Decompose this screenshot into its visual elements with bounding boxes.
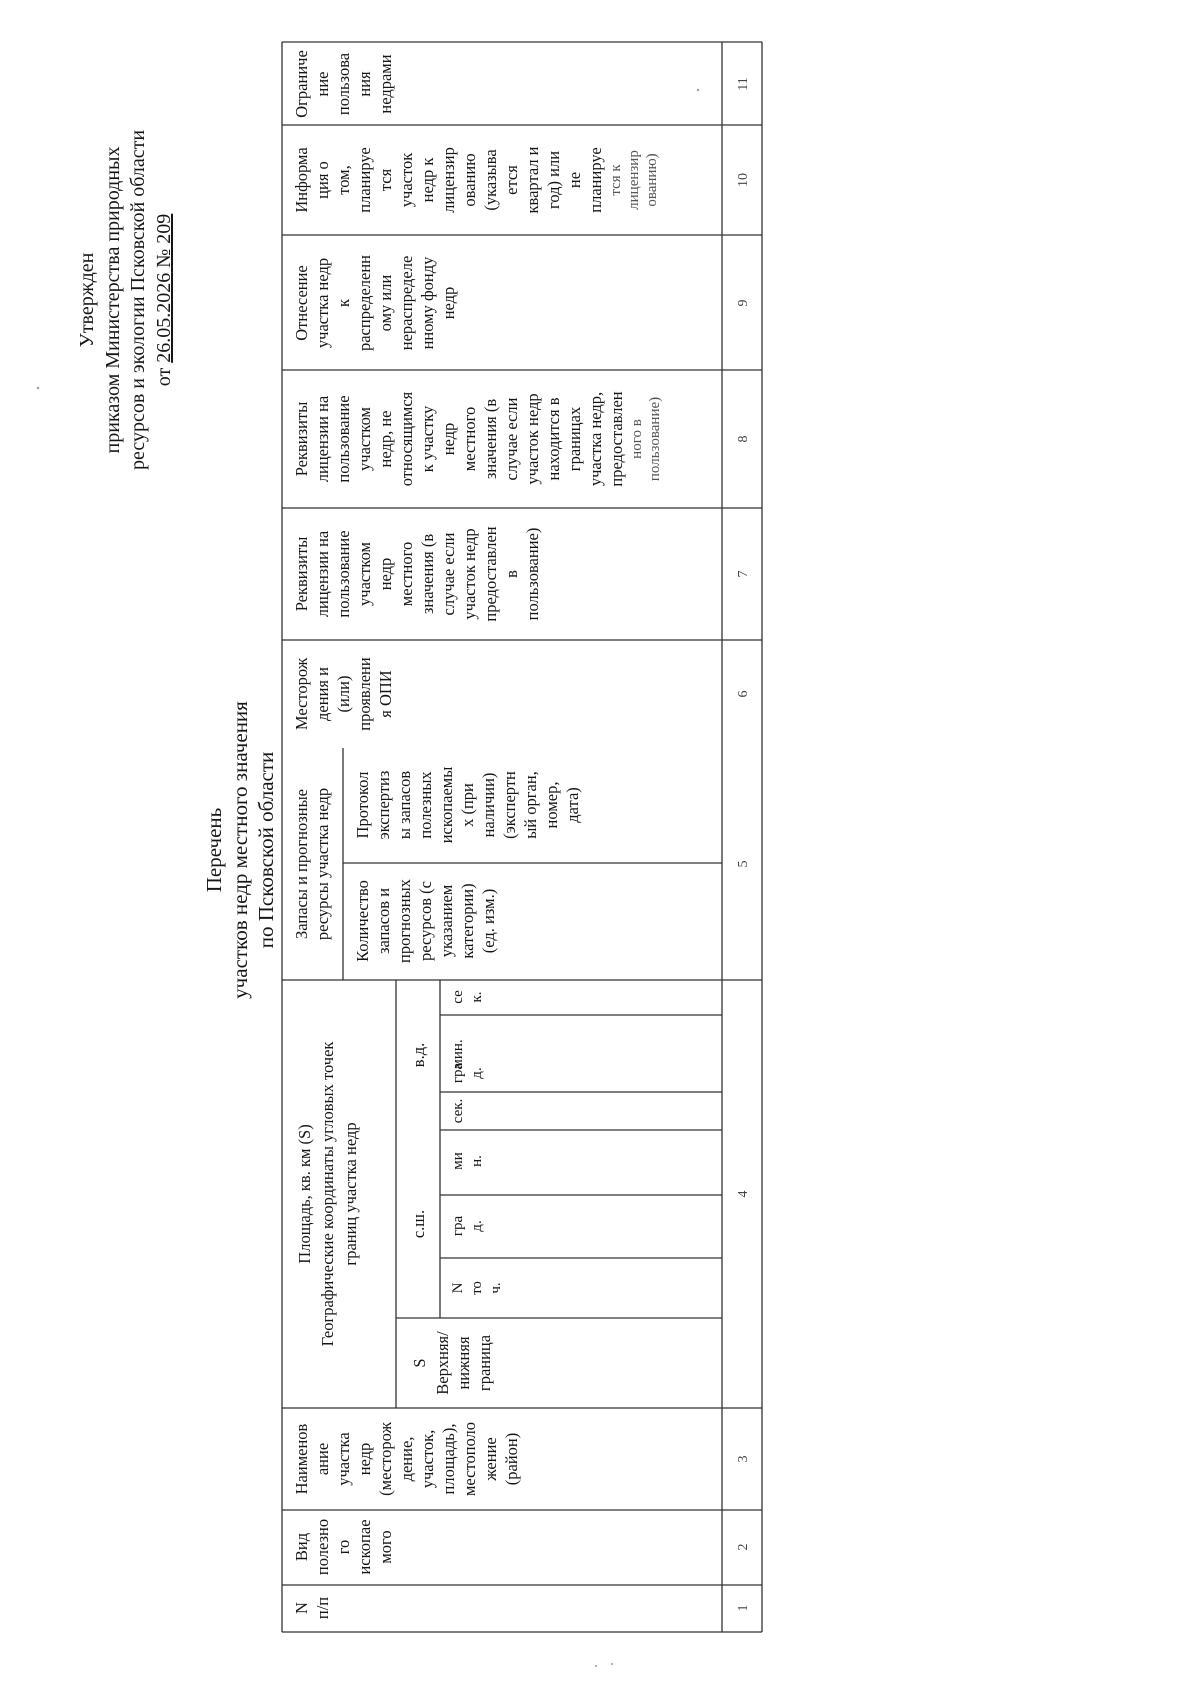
col5a-line-7: (ед. изм.) [479, 888, 498, 954]
col8-line-18: пользование) [647, 396, 663, 482]
col8-line-9: местного [460, 406, 479, 472]
col8-line-6: относящимся [397, 391, 416, 487]
col10-line-14: не [565, 171, 584, 189]
col11-line-1: Ограниче [292, 50, 311, 118]
column-number: 6 [736, 690, 751, 698]
col10-line-13: год) или [544, 150, 563, 210]
col8-line-7: к участку [418, 405, 437, 473]
col4-ntoch-2: то [469, 1281, 485, 1295]
col5a-line-5: указанием [437, 884, 456, 958]
col5-group-line-2: ресурсы участка недр [313, 787, 332, 941]
col11-line-2: ние [313, 71, 332, 97]
col8-line-16: предоставлен [607, 391, 626, 487]
document-title [202, 701, 278, 999]
col6-line-3: (или) [334, 675, 353, 713]
col10-line-10: (указыва [481, 149, 500, 211]
column-numbers-row [736, 77, 751, 1611]
col4-min2: мин. [450, 1039, 466, 1069]
col4-ntoch-1: N [450, 1282, 466, 1294]
col4-group-line-1: Площадь, кв. км (S) [295, 1124, 314, 1264]
col8-line-1: Реквизиты [292, 401, 311, 477]
col10-line-1: Информа [292, 147, 311, 213]
col8-line-11: случае если [502, 397, 521, 481]
col10-line-15: планируе [586, 147, 605, 213]
col2-line-2: полезно [313, 1518, 332, 1576]
column-2-header [292, 1519, 395, 1575]
col5b-line-11: дата) [563, 787, 582, 823]
column-11-header [292, 50, 395, 118]
col7-line-2: лицензии на [313, 530, 332, 618]
col4-grad2-2: д. [469, 1067, 485, 1079]
col5b-line-10: номер, [542, 781, 561, 829]
col10-line-4: планируе [355, 147, 374, 213]
col7-line-7: значения (в [418, 533, 437, 615]
col3-line-10: жение [481, 1437, 500, 1481]
col3-line-1: Наименов [292, 1423, 311, 1495]
col4-min-2: н. [469, 1155, 485, 1167]
col5a-line-4: ресурсов (с [416, 881, 435, 961]
col8-line-8: недр [439, 422, 458, 456]
col2-line-4: ископае [355, 1519, 374, 1575]
column-6-header [292, 657, 395, 731]
col10-line-6: участок [397, 152, 416, 208]
col4-sh: с.ш. [409, 1209, 428, 1239]
col11-line-5: недрами [376, 54, 395, 114]
col4-min-1: ми [450, 1152, 466, 1170]
col8-line-10: значения (в [481, 398, 500, 480]
col8-line-2: лицензии на [313, 395, 332, 483]
col7-line-8: случае если [439, 532, 458, 616]
col7-line-4: участком [355, 542, 374, 606]
col6-line-1: Месторож [292, 657, 311, 731]
col10-line-11: ется [502, 165, 521, 195]
column-number: 9 [736, 299, 751, 307]
col3-line-9: местополо [460, 1421, 479, 1497]
column-10-header [292, 146, 660, 213]
col9-line-2: участка недр [313, 257, 332, 349]
col10-line-5: тся [376, 168, 395, 192]
col11-line-4: ния [355, 71, 374, 97]
col8-line-4: участком [355, 407, 374, 471]
col5b-line-2: экспертиз [374, 770, 393, 840]
approval-line-3: ресурсов и экологии Псковской области [127, 129, 149, 471]
column-number: 2 [736, 1543, 751, 1551]
column-1-header [292, 1597, 332, 1619]
approval-block [76, 130, 175, 470]
col3-line-4: недр [355, 1442, 374, 1476]
col8-line-5: недр, не [376, 410, 395, 468]
col7-line-3: пользование [334, 530, 353, 618]
col4-grad2-1: гра [450, 1062, 466, 1084]
col4-group-line-3: границ участка недр [341, 1122, 360, 1266]
col6-line-2: дения и [313, 667, 332, 721]
title-line-2: участков недр местного значения [228, 701, 252, 999]
col3-line-8: площадь), [439, 1423, 458, 1495]
col9-line-8: недр [439, 286, 458, 320]
column-4-header [295, 990, 504, 1395]
col7-line-12: пользование) [523, 527, 542, 621]
col10-line-17: лицензир [626, 150, 642, 210]
col3-line-11: (район) [502, 1432, 521, 1486]
col11-line-3: пользова [334, 52, 353, 116]
col4-group-line-2: Географические координаты угловых точек [318, 1041, 337, 1347]
col8-line-14: границах [565, 406, 584, 472]
col1-line-1: N [292, 1602, 311, 1614]
approval-line-2: приказом Министерства природных [102, 146, 124, 454]
col3-line-6: дение, [397, 1436, 416, 1482]
col10-line-2: ция о [313, 161, 332, 199]
col2-line-5: мого [376, 1530, 395, 1564]
col4-sek: сек. [450, 1098, 466, 1124]
column-number: 4 [736, 1190, 751, 1198]
col4-grad-2: д. [469, 1220, 485, 1232]
col10-line-7: недр к [418, 157, 437, 203]
col4-vd: в.д. [409, 1042, 428, 1068]
col5a-line-3: прогнозных [395, 879, 414, 963]
col9-line-1: Отнесение [292, 265, 311, 341]
title-line-3: по Псковской области [254, 751, 278, 949]
col4-s-sub-3: граница [475, 1334, 494, 1392]
col9-line-5: ому или [376, 274, 395, 332]
col4-s: S [410, 1358, 429, 1368]
col7-line-11: в [502, 570, 521, 578]
col5-group-line-1: Запасы и прогнозные [292, 789, 311, 939]
col2-line-3: го [334, 1539, 353, 1555]
col10-line-16: тся к [608, 164, 624, 196]
col10-line-12: квартал и [523, 146, 542, 214]
col5b-line-8: (экспертн [500, 771, 519, 839]
col4-ntoch-3: ч. [488, 1282, 504, 1294]
col9-line-6: нераспределе [397, 255, 416, 351]
col6-line-5: я ОПИ [376, 670, 395, 718]
column-number: 10 [736, 173, 751, 187]
col7-line-10: предоставлен [481, 526, 500, 622]
col9-line-4: распределенн [355, 254, 374, 352]
col4-sek2-1: се [450, 990, 466, 1004]
col5b-line-7: наличии) [479, 772, 498, 838]
col10-line-3: том, [334, 165, 353, 195]
column-3-header [292, 1422, 521, 1497]
col10-line-8: лицензир [439, 147, 458, 213]
col8-line-3: пользование [334, 395, 353, 483]
column-number: 7 [736, 570, 751, 578]
column-number: 3 [736, 1455, 751, 1463]
column-7-header [292, 526, 542, 621]
col5a-line-2: запасов и [374, 887, 393, 955]
title-line-1: Перечень [202, 807, 226, 893]
column-8-header [292, 391, 663, 486]
approval-line-4: от 26.05.2026 № 209 [153, 213, 175, 387]
col5b-line-5: ископаемы [437, 766, 456, 844]
column-9-header [292, 255, 458, 351]
col7-line-9: участок недр [460, 528, 479, 620]
col3-line-7: участок, [418, 1429, 437, 1489]
col7-line-1: Реквизиты [292, 536, 311, 612]
col5a-line-1: Количество [353, 880, 372, 962]
col10-line-9: ованию [460, 153, 479, 207]
col10-line-18: ованию) [644, 153, 660, 207]
col8-line-12: участок недр [523, 393, 542, 485]
col8-line-13: находится в [544, 397, 563, 481]
col4-sek2-2: к. [469, 991, 485, 1003]
col2-line-1: Вид [292, 1532, 311, 1562]
col4-s-sub-2: нижняя [454, 1336, 473, 1390]
col4-grad-1: гра [450, 1215, 466, 1237]
col5b-line-9: ый орган, [521, 771, 540, 839]
col3-line-5: (месторож [376, 1422, 395, 1496]
col1-line-2: п/п [313, 1596, 332, 1620]
col5b-line-1: Протокол [353, 771, 372, 839]
col7-line-6: местного [397, 541, 416, 607]
col3-line-2: ание [313, 1442, 332, 1476]
col5b-line-4: полезных [416, 771, 435, 839]
col4-s-sub-1: Верхняя/ [433, 1331, 452, 1395]
col5b-line-3: ы запасов [395, 770, 414, 840]
column-number: 1 [736, 1604, 751, 1612]
column-5-header [292, 767, 582, 963]
col3-line-3: участка [334, 1432, 353, 1486]
col5a-line-6: категории) [458, 883, 477, 959]
column-number: 8 [736, 435, 751, 443]
column-number: 5 [736, 860, 751, 868]
col9-line-7: нному фонду [418, 256, 437, 350]
col8-line-17: ного в [629, 419, 645, 459]
column-number: 11 [736, 77, 751, 91]
approval-line-1: Утвержден [76, 252, 98, 348]
col8-line-15: участка недр, [586, 391, 605, 487]
col9-line-3: к [334, 298, 353, 308]
col5b-line-6: х (при [458, 783, 477, 827]
col6-line-4: проявлени [355, 657, 374, 731]
col7-line-5: недр [376, 557, 395, 591]
